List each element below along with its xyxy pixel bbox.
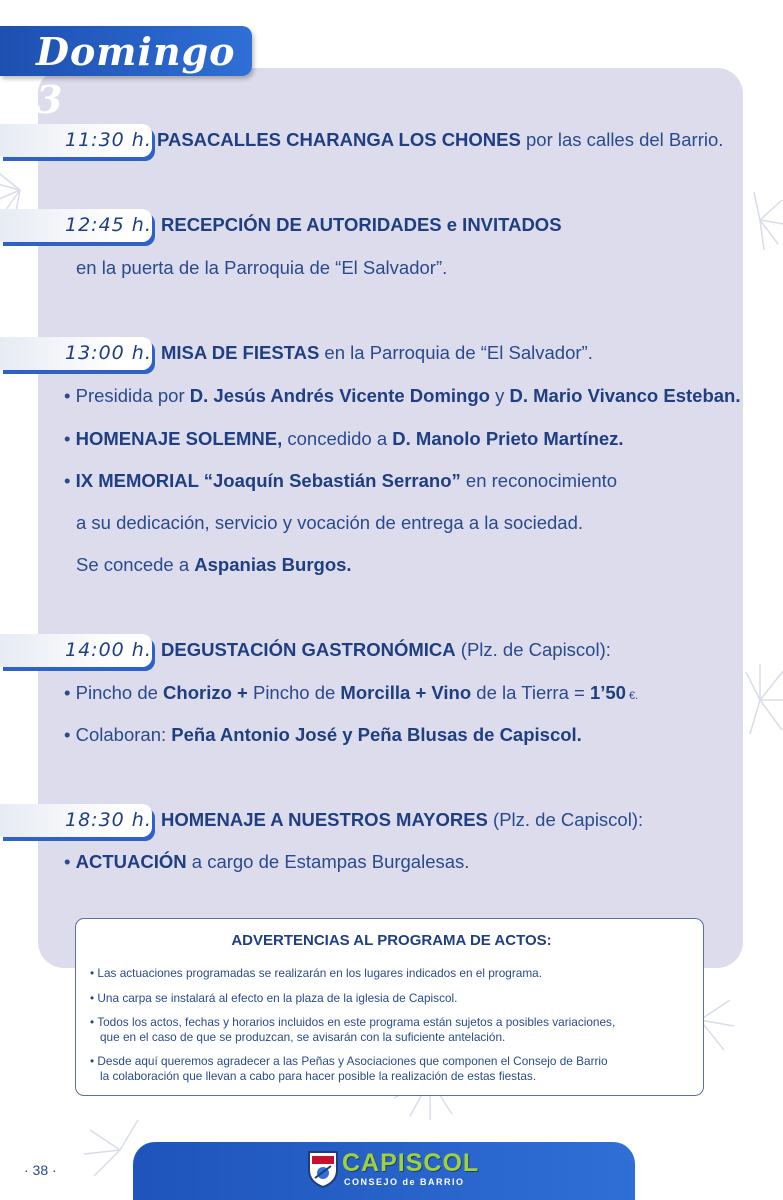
- notice-item: que en el caso de que se produzcan, se avisarán con la suficiente antelación.: [100, 1030, 506, 1044]
- event-text: (Plz. de Capiscol):: [455, 639, 611, 660]
- event-bold: Chorizo +: [163, 682, 248, 703]
- event-line: [64, 427, 624, 451]
- event-line: [64, 723, 582, 747]
- event-bold: HOMENAJE SOLEMNE,: [75, 428, 283, 449]
- event-title: DEGUSTACIÓN GASTRONÓMICA: [161, 639, 456, 660]
- event-line: [161, 638, 611, 662]
- event-bold: Peña Antonio José y Peña Blusas de Capiscol.: [171, 724, 582, 745]
- event-text: •: [64, 470, 76, 491]
- event-title: HOMENAJE A NUESTROS MAYORES: [161, 809, 488, 830]
- event-line: [157, 128, 723, 152]
- event-line: [76, 553, 352, 577]
- logo-subtitle: CONSEJO de BARRIO: [344, 1177, 465, 1187]
- notice-item: • Las actuaciones programadas se realizarán en los lugares indicados en el programa.: [90, 966, 543, 980]
- notice-item: la colaboración que llevan a cabo para hacer posible la realización de estas fiestas.: [100, 1069, 537, 1083]
- shield-logo-icon: [306, 1148, 340, 1188]
- event-time: 14:00 h.: [65, 639, 152, 661]
- event-title: PASACALLES CHARANGA LOS CHONES: [157, 129, 521, 150]
- event-text: Pincho de: [247, 682, 341, 703]
- event-title: MISA DE FIESTAS: [161, 342, 320, 363]
- event-time: 13:00 h.: [65, 342, 152, 364]
- event-text: concedido a: [282, 428, 393, 449]
- logo-name: CAPISCOL: [342, 1149, 480, 1177]
- event-bold: Morcilla + Vino: [340, 682, 472, 703]
- event-line: [64, 681, 638, 708]
- event-text: de la Tierra =: [471, 682, 590, 703]
- event-time: 18:30 h.: [65, 809, 152, 831]
- event-bold: D. Mario Vivanco Esteban.: [509, 385, 741, 406]
- event-text: (Plz. de Capiscol):: [487, 809, 644, 830]
- event-text: • Presidida por: [64, 385, 190, 406]
- event-time: 12:45 h.: [65, 214, 152, 236]
- event-bold: IX MEMORIAL “Joaquín Sebastián Serrano”: [75, 470, 461, 491]
- notice-title: ADVERTENCIAS AL PROGRAMA DE ACTOS:: [231, 932, 552, 949]
- event-text: y: [489, 385, 510, 406]
- event-price: 1’50: [589, 682, 626, 703]
- event-line: [64, 469, 617, 493]
- event-text: Se concede a: [76, 554, 195, 575]
- event-line: [161, 341, 593, 365]
- event-bold: Aspanias Burgos.: [194, 554, 352, 575]
- event-text: en reconocimiento: [460, 470, 618, 491]
- notice-item: • Desde aquí queremos agradecer a las Peñas y Asociaciones que componen el Consejo de Barrio: [90, 1054, 608, 1068]
- event-line: [64, 850, 469, 874]
- event-text: • Colaboran:: [64, 724, 172, 745]
- event-text: en la Parroquia de “El Salvador”.: [319, 342, 593, 363]
- event-line: [161, 213, 562, 237]
- event-text: • Pincho de: [64, 682, 164, 703]
- event-time: 11:30 h.: [65, 129, 152, 151]
- notice-item: • Una carpa se instalará al efecto en la plaza de la iglesia de Capiscol.: [90, 991, 458, 1005]
- event-text: a cargo de Estampas Burgalesas.: [186, 851, 470, 872]
- event-text: •: [64, 851, 76, 872]
- event-bold: ACTUACIÓN: [75, 851, 187, 872]
- notice-item: • Todos los actos, fechas y horarios incluidos en este programa están sujetos a posibles variaciones,: [90, 1015, 616, 1029]
- event-line: [76, 511, 583, 535]
- event-text: por las calles del Barrio.: [520, 129, 724, 150]
- event-text: •: [64, 428, 76, 449]
- event-text: en la puerta de la Parroquia de “El Salvador”.: [76, 257, 448, 278]
- event-title: RECEPCIÓN DE AUTORIDADES e INVITADOS: [161, 214, 562, 235]
- event-line: [64, 384, 740, 408]
- event-bold: D. Jesús Andrés Vicente Domingo: [189, 385, 490, 406]
- page-title: Domingo 3: [36, 29, 236, 122]
- page-number: · 38 ·: [24, 1162, 57, 1178]
- currency-label: €.: [625, 690, 639, 702]
- event-text: a su dedicación, servicio y vocación de entrega a la sociedad.: [76, 512, 583, 533]
- event-line: [76, 256, 447, 280]
- event-line: [161, 808, 643, 832]
- event-bold: D. Manolo Prieto Martínez.: [392, 428, 624, 449]
